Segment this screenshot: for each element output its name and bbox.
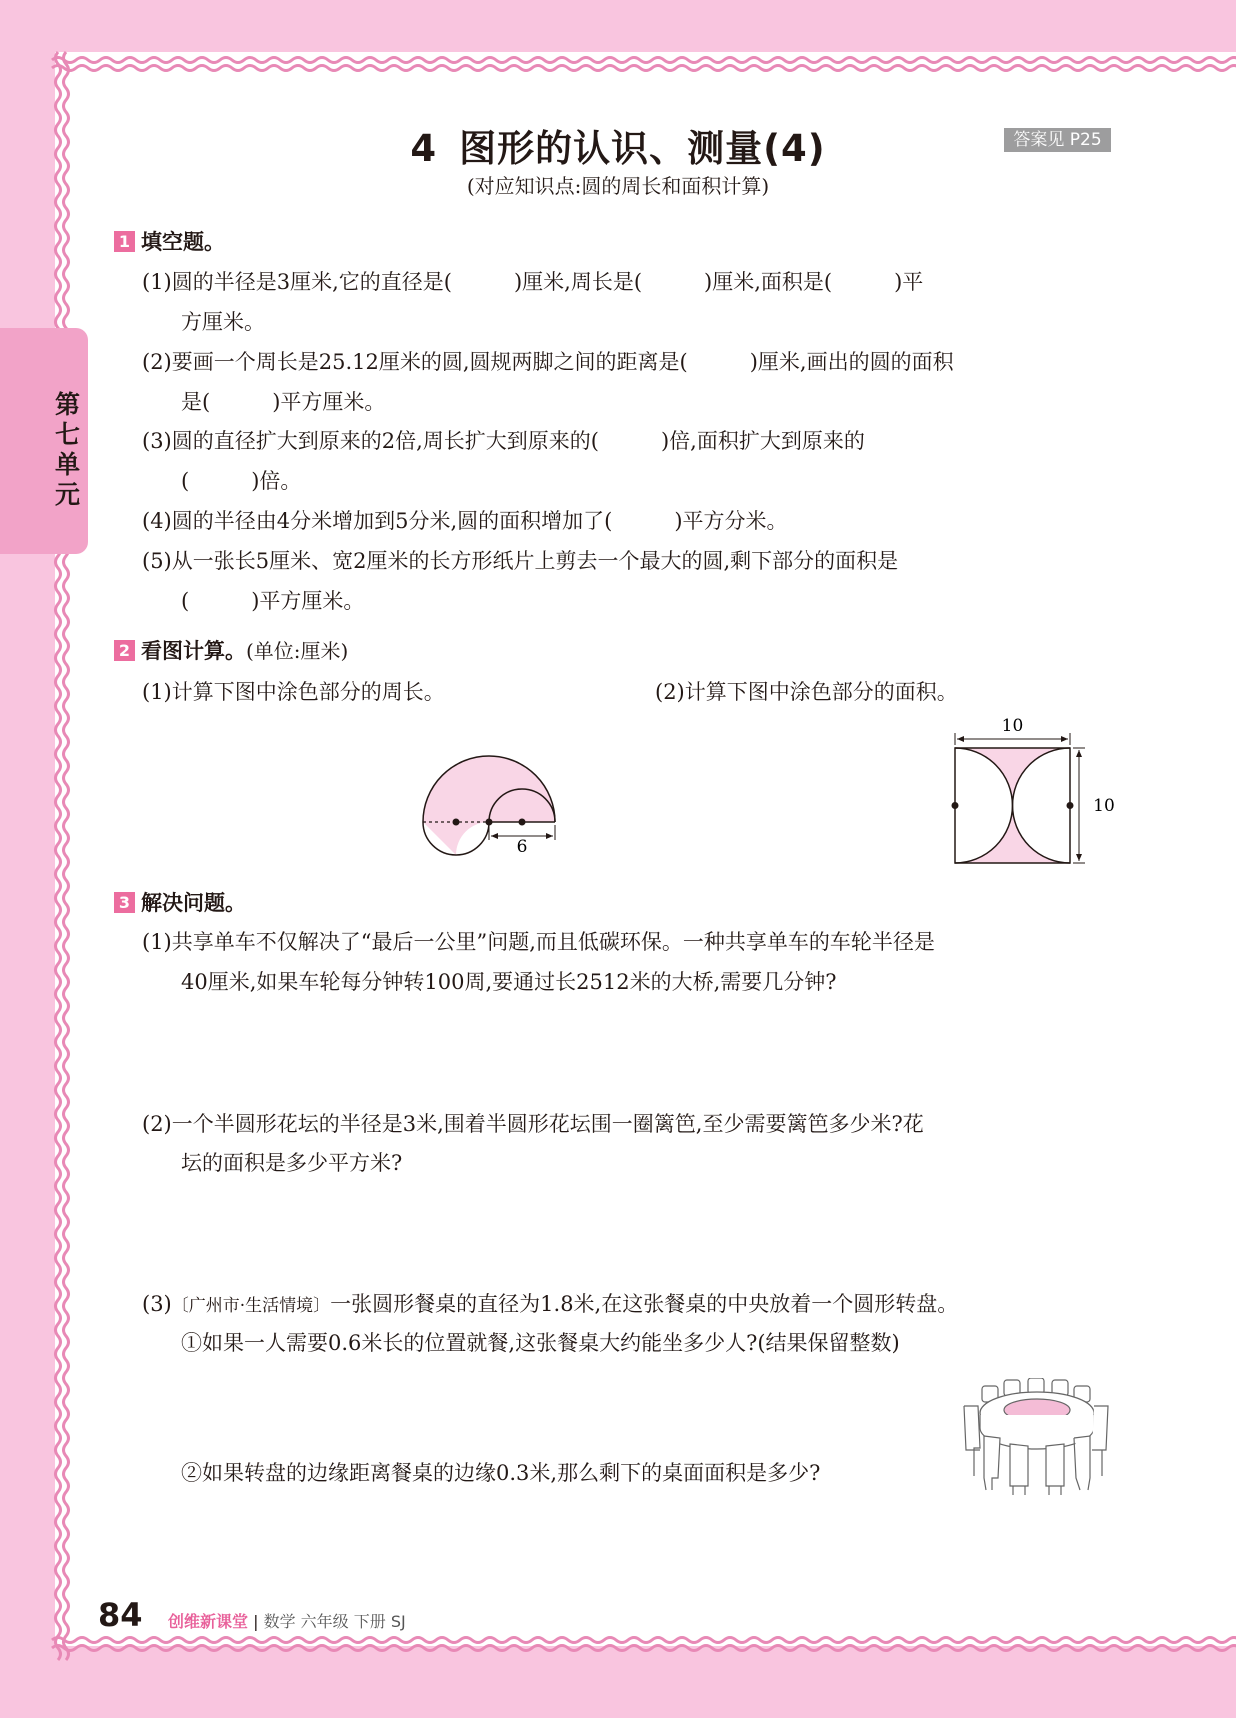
section-3-badge: 3 [114,892,135,913]
q3-3-sub2: ②如果转盘的边缘距离餐桌的边缘0.3米,那么剩下的桌面面积是多少? [181,1461,821,1485]
knowledge-point-subtitle: (对应知识点:圆的周长和面积计算) [466,174,770,198]
q3-3-line1: (3)〔广州市·生活情境〕一张圆形餐桌的直径为1.8米,在这张餐桌的中央放着一个圆形转盘。 [142,1292,959,1316]
lesson-number: 4 [410,127,438,170]
q3-2-line1: (2)一个半圆形花坛的半径是3米,围着半圆形花坛围一圈篱笆,至少需要篱笆多少米?花 [142,1112,924,1136]
q1-5-line2: ( )平方厘米。 [181,589,365,613]
q1-5-line1: (5)从一张长5厘米、宽2厘米的长方形纸片上剪去一个最大的圆,剩下部分的面积是 [142,549,899,573]
figure2-top-label: 10 [1001,716,1024,736]
answer-reference-badge: 答案见 P25 [1004,128,1111,152]
section-1-heading [114,228,225,256]
unit-tab-label: 第七单元 [55,390,81,509]
section-2-title: 看图计算。 [141,639,246,663]
q3-2-line2: 坛的面积是多少平方米? [181,1151,403,1175]
q3-1-line2: 40厘米,如果车轮每分钟转100周,要通过长2512米的大桥,需要几分钟? [181,970,837,994]
section-2-badge: 2 [114,640,135,661]
q3-1-line1: (1)共享单车不仅解决了“最后一公里”问题,而且低碳环保。一种共享单车的车轮半径是 [142,930,935,954]
section-2-heading [114,637,348,665]
section-3-title: 解决问题。 [141,891,246,915]
figure-shaded-semicircles [410,745,570,865]
q1-2-line1: (2)要画一个周长是25.12厘米的圆,圆规两脚之间的距离是( )厘米,画出的圆的面积 [142,350,954,374]
q1-1-line2: 方厘米。 [181,310,265,334]
q3-3-sub1: ①如果一人需要0.6米长的位置就餐,这张餐桌大约能坐多少人?(结果保留整数) [181,1331,900,1355]
figure1-width-label: 6 [516,837,528,857]
footer-info: 创维新课堂 | 数学 六年级 下册 SJ [168,1612,406,1631]
figure2-right-label: 10 [1093,796,1115,816]
section-1-badge: 1 [114,231,135,252]
q1-3-line1: (3)圆的直径扩大到原来的2倍,周长扩大到原来的( )倍,面积扩大到原来的 [142,429,865,453]
q1-2-line2: 是( )平方厘米。 [181,390,386,414]
section-1-title: 填空题。 [141,230,225,254]
context-tag: 〔广州市·生活情境〕 [171,1296,331,1316]
q1-1-line1: (1)圆的半径是3厘米,它的直径是( )厘米,周长是( )厘米,面积是( )平 [142,270,924,294]
q2-2-text: (2)计算下图中涂色部分的面积。 [655,680,958,704]
section-3-heading [114,889,246,917]
q1-4-line1: (4)圆的半径由4分米增加到5分米,圆的面积增加了( )平方分米。 [142,509,788,533]
figure-square-arcs [945,715,1115,870]
lesson-title: 图形的认识、测量(4) [459,127,826,170]
q1-3-line2: ( )倍。 [181,469,302,493]
q2-1-text: (1)计算下图中涂色部分的周长。 [142,680,445,704]
brand-name: 创维新课堂 [168,1612,249,1631]
dining-table-illustration [962,1378,1112,1496]
page-number: 84 [98,1596,143,1634]
section-2-unit-note: (单位:厘米) [246,639,349,663]
